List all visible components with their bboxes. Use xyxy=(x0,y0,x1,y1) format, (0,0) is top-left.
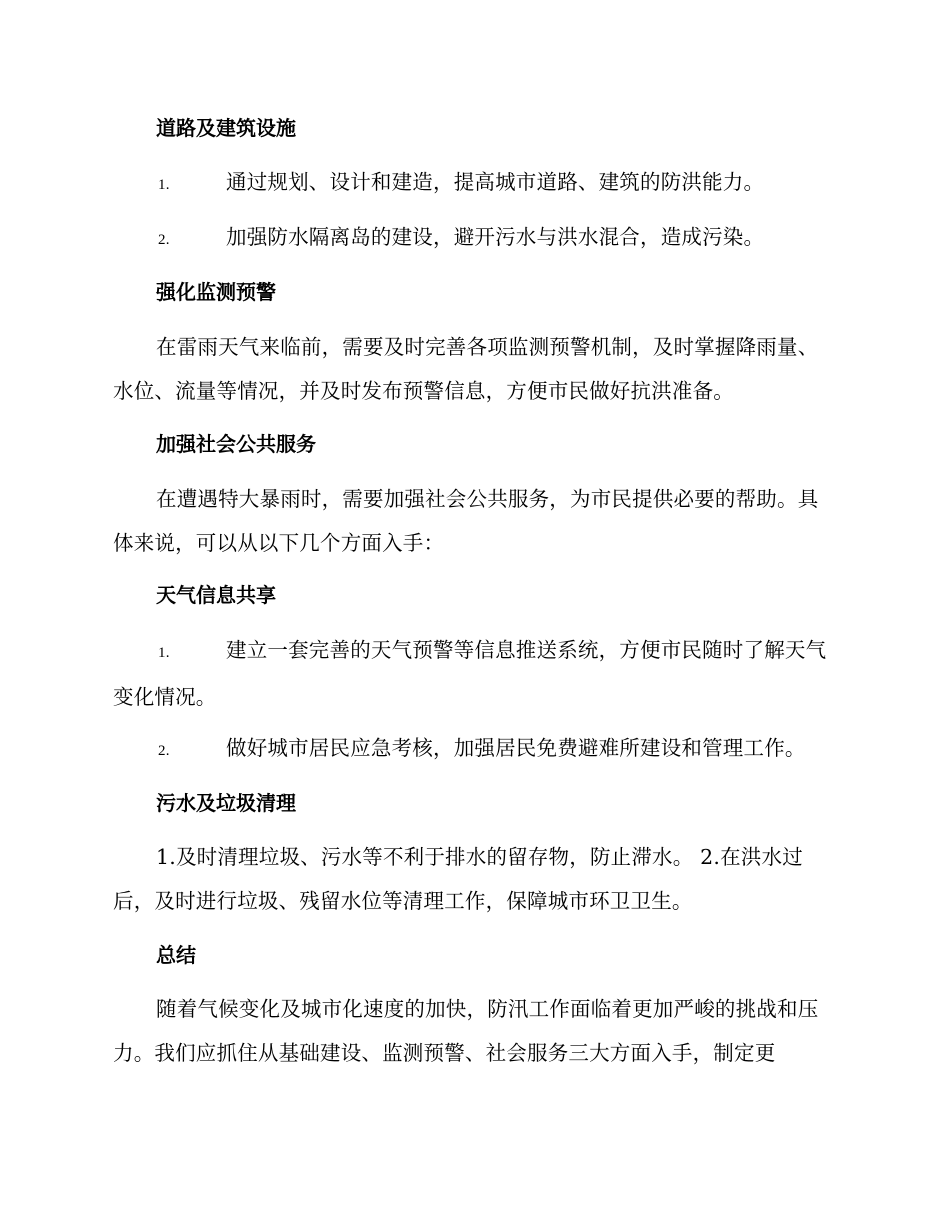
list-text: 建立一套完善的天气预警等信息推送系统，方便市民随时了解天气变化情况。 xyxy=(113,638,827,709)
list-item xyxy=(113,726,835,773)
paragraph-summary: 随着气候变化及城市化速度的加快，防汛工作面临着更加严峻的挑战和压力。我们应抓住从基础建设、监测预警、社会服务三大方面入手，制定更 xyxy=(113,997,819,1065)
list-number: 1. xyxy=(158,645,170,661)
paragraph-public-service: 在遭遇特大暴雨时，需要加强社会公共服务，为市民提供必要的帮助。具体来说，可以从以下几个方面入手： xyxy=(113,487,819,555)
list-text: 加强防水隔离岛的建设，避开污水与洪水混合，造成污染。 xyxy=(226,225,765,249)
section-heading-cleanup: 污水及垃圾清理 xyxy=(156,791,296,815)
paragraph-monitoring: 在雷雨天气来临前，需要及时完善各项监测预警机制，及时掌握降雨量、水位、流量等情况，并及时发布预警信息，方便市民做好抗洪准备。 xyxy=(113,335,819,403)
section-heading-monitoring: 强化监测预警 xyxy=(156,280,276,304)
list-item xyxy=(113,160,835,207)
paragraph-cleanup: 1.及时清理垃圾、污水等不利于排水的留存物，防止滞水。 2.在洪水过后，及时进行垃圾、残留水位等清理工作，保障城市环卫卫生。 xyxy=(113,845,803,913)
section-heading-weather-info: 天气信息共享 xyxy=(156,583,276,607)
section-heading-public-service: 加强社会公共服务 xyxy=(156,432,316,456)
section-heading-summary: 总结 xyxy=(156,943,196,967)
list-text: 做好城市居民应急考核，加强居民免费避难所建设和管理工作。 xyxy=(226,736,806,760)
list-item xyxy=(113,628,835,719)
section-heading-roads: 道路及建筑设施 xyxy=(156,116,296,140)
list-number: 2. xyxy=(158,743,170,759)
list-number: 2. xyxy=(158,232,170,248)
list-number: 1. xyxy=(158,177,170,193)
list-item xyxy=(113,215,835,262)
list-text: 通过规划、设计和建造，提高城市道路、建筑的防洪能力。 xyxy=(226,170,765,194)
